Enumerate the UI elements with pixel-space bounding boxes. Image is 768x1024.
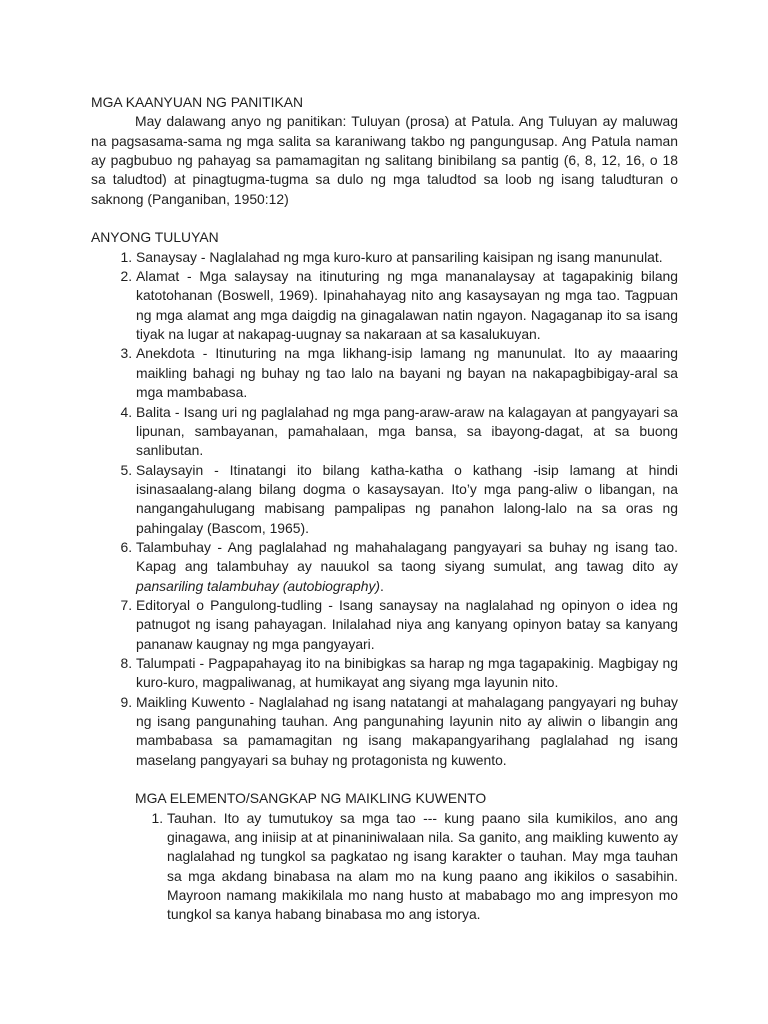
list-item-text: Talambuhay - Ang paglalahad ng mahahalagang pangyayari sa buhay ng isang tao. Kapag ang talambuhay ay nauukol sa taong siyang sumulat, ang tawag dito ay bbox=[136, 538, 678, 575]
list-item: 7. Editoryal o Pangulong-tudling - Isang sanaysay na naglalahad ng opinyon o idea ng patnugot ng isang pahayagan. Inilalahad niya ang kanyang opinyon batay sa kanyang pananaw kaugnay ng mga pangyayari. bbox=[136, 596, 678, 654]
list-item: 3. Anekdota - Itinuturing na mga likhang-isip lamang ng manunulat. Ito ay maaaring maikling bahagi ng buhay ng tao lalo na bayani ng bayan na nakapagbibigay-aral sa mga mambabasa. bbox=[136, 344, 678, 402]
list-item: 5. Salaysayin - Itinatangi ito bilang katha-katha o kathang -isip lamang at hindi isinasaalang-alang bilang dogma o kasaysayan. Ito’y mga pang-aliw o libangan, na nangangahulugang mabisang pampalipas ng panahon lalong-lalo na sa oras ng pahingalay (Bascom, 1965). bbox=[136, 461, 678, 538]
list-item-end: . bbox=[380, 577, 384, 594]
list-item: 8. Talumpati - Pagpapahayag ito na binibigkas sa harap ng mga tagapakinig. Magbigay ng kuro-kuro, magpaliwanag, at humikayat ang siyang mga layunin nito. bbox=[136, 654, 678, 693]
list-item: 9. Maikling Kuwento - Naglalahad ng isang natatangi at mahalagang pangyayari ng buhay ng isang pangunahing tauhan. Ang pangunahing layunin nito ay aliwin o libangin ang mambabasa sa pamamagitan ng isang makapangyarihang paglalahad ng isang maselang pangyayari sa buhay ng protagonista ng kuwento. bbox=[136, 693, 678, 770]
section-title-elemento: MGA ELEMENTO/SANGKAP NG MAIKLING KUWENTO bbox=[135, 790, 487, 807]
spacer bbox=[91, 770, 678, 789]
section-title-anyong-tuluyan: ANYONG TULUYAN bbox=[91, 229, 219, 246]
list-item-italic: pansariling talambuhay (autobiography) bbox=[136, 577, 381, 594]
intro-paragraph: May dalawang anyo ng panitikan: Tuluyan (prosa) at Patula. Ang Tuluyan ay maluwag na pagsasama-sama ng mga salita sa karaniwang takbo ng pangungusap. Ang Patula naman ay pagbubuo ng pahayag sa pamamagitan ng salitang binibilang sa pantig (6, 8, 12, 16, o 18 sa taludtod) at pinagtugma-tugma sa dulo ng mga taludtod sa loob ng isang taludturan o saknong (Panganiban, 1950:12) bbox=[91, 113, 678, 207]
list-item: 1. Sanaysay - Naglalahad ng mga kuro-kuro at pansariling kaisipan ng isang manunulat. bbox=[136, 248, 678, 267]
document-title: MGA KAANYUAN NG PANITIKAN bbox=[91, 94, 304, 110]
anyong-tuluyan-list bbox=[91, 248, 678, 770]
list-item: 2. Alamat - Mga salaysay na itinuturing ng mga mananalaysay at tagapakinig bilang katotohanan (Boswell, 1969). Ipinahahayag nito ang kasaysayan ng mga tao. Tagpuan ng mga alamat ang mga daigdig na ginagalawan natin ngayon. Nagaganap ito sa isang tiyak na lugar at nakapag-uugnay sa nakaraan at sa kasalukuyan. bbox=[136, 267, 678, 344]
elemento-list bbox=[91, 809, 678, 925]
spacer bbox=[91, 209, 678, 228]
list-item: 4. Balita - Isang uri ng paglalahad ng mga pang-araw-araw na kalagayan at pangyayari sa lipunan, sambayanan, pamahalaan, mga bansa, sa ibayong-dagat, at sa buong sanlibutan. bbox=[136, 403, 678, 461]
document-page bbox=[91, 93, 678, 925]
list-item: 1. Tauhan. Ito ay tumutukoy sa mga tao --- kung paano sila kumikilos, ano ang ginagawa, ang iniisip at at pinaniniwalaan nila. Sa ganito, ang maikling kuwento ay naglalahad ng tungkol sa pagkatao ng isang karakter o tauhan. May mga tauhan sa mga akdang binabasa na alam mo na kung paano ang ikikilos o sasabihin. Mayroon namang makikilala mo nang husto at mababago mo ang impresyon mo tungkol sa kanya habang binabasa mo ang istorya. bbox=[167, 809, 678, 925]
list-item bbox=[136, 538, 678, 596]
